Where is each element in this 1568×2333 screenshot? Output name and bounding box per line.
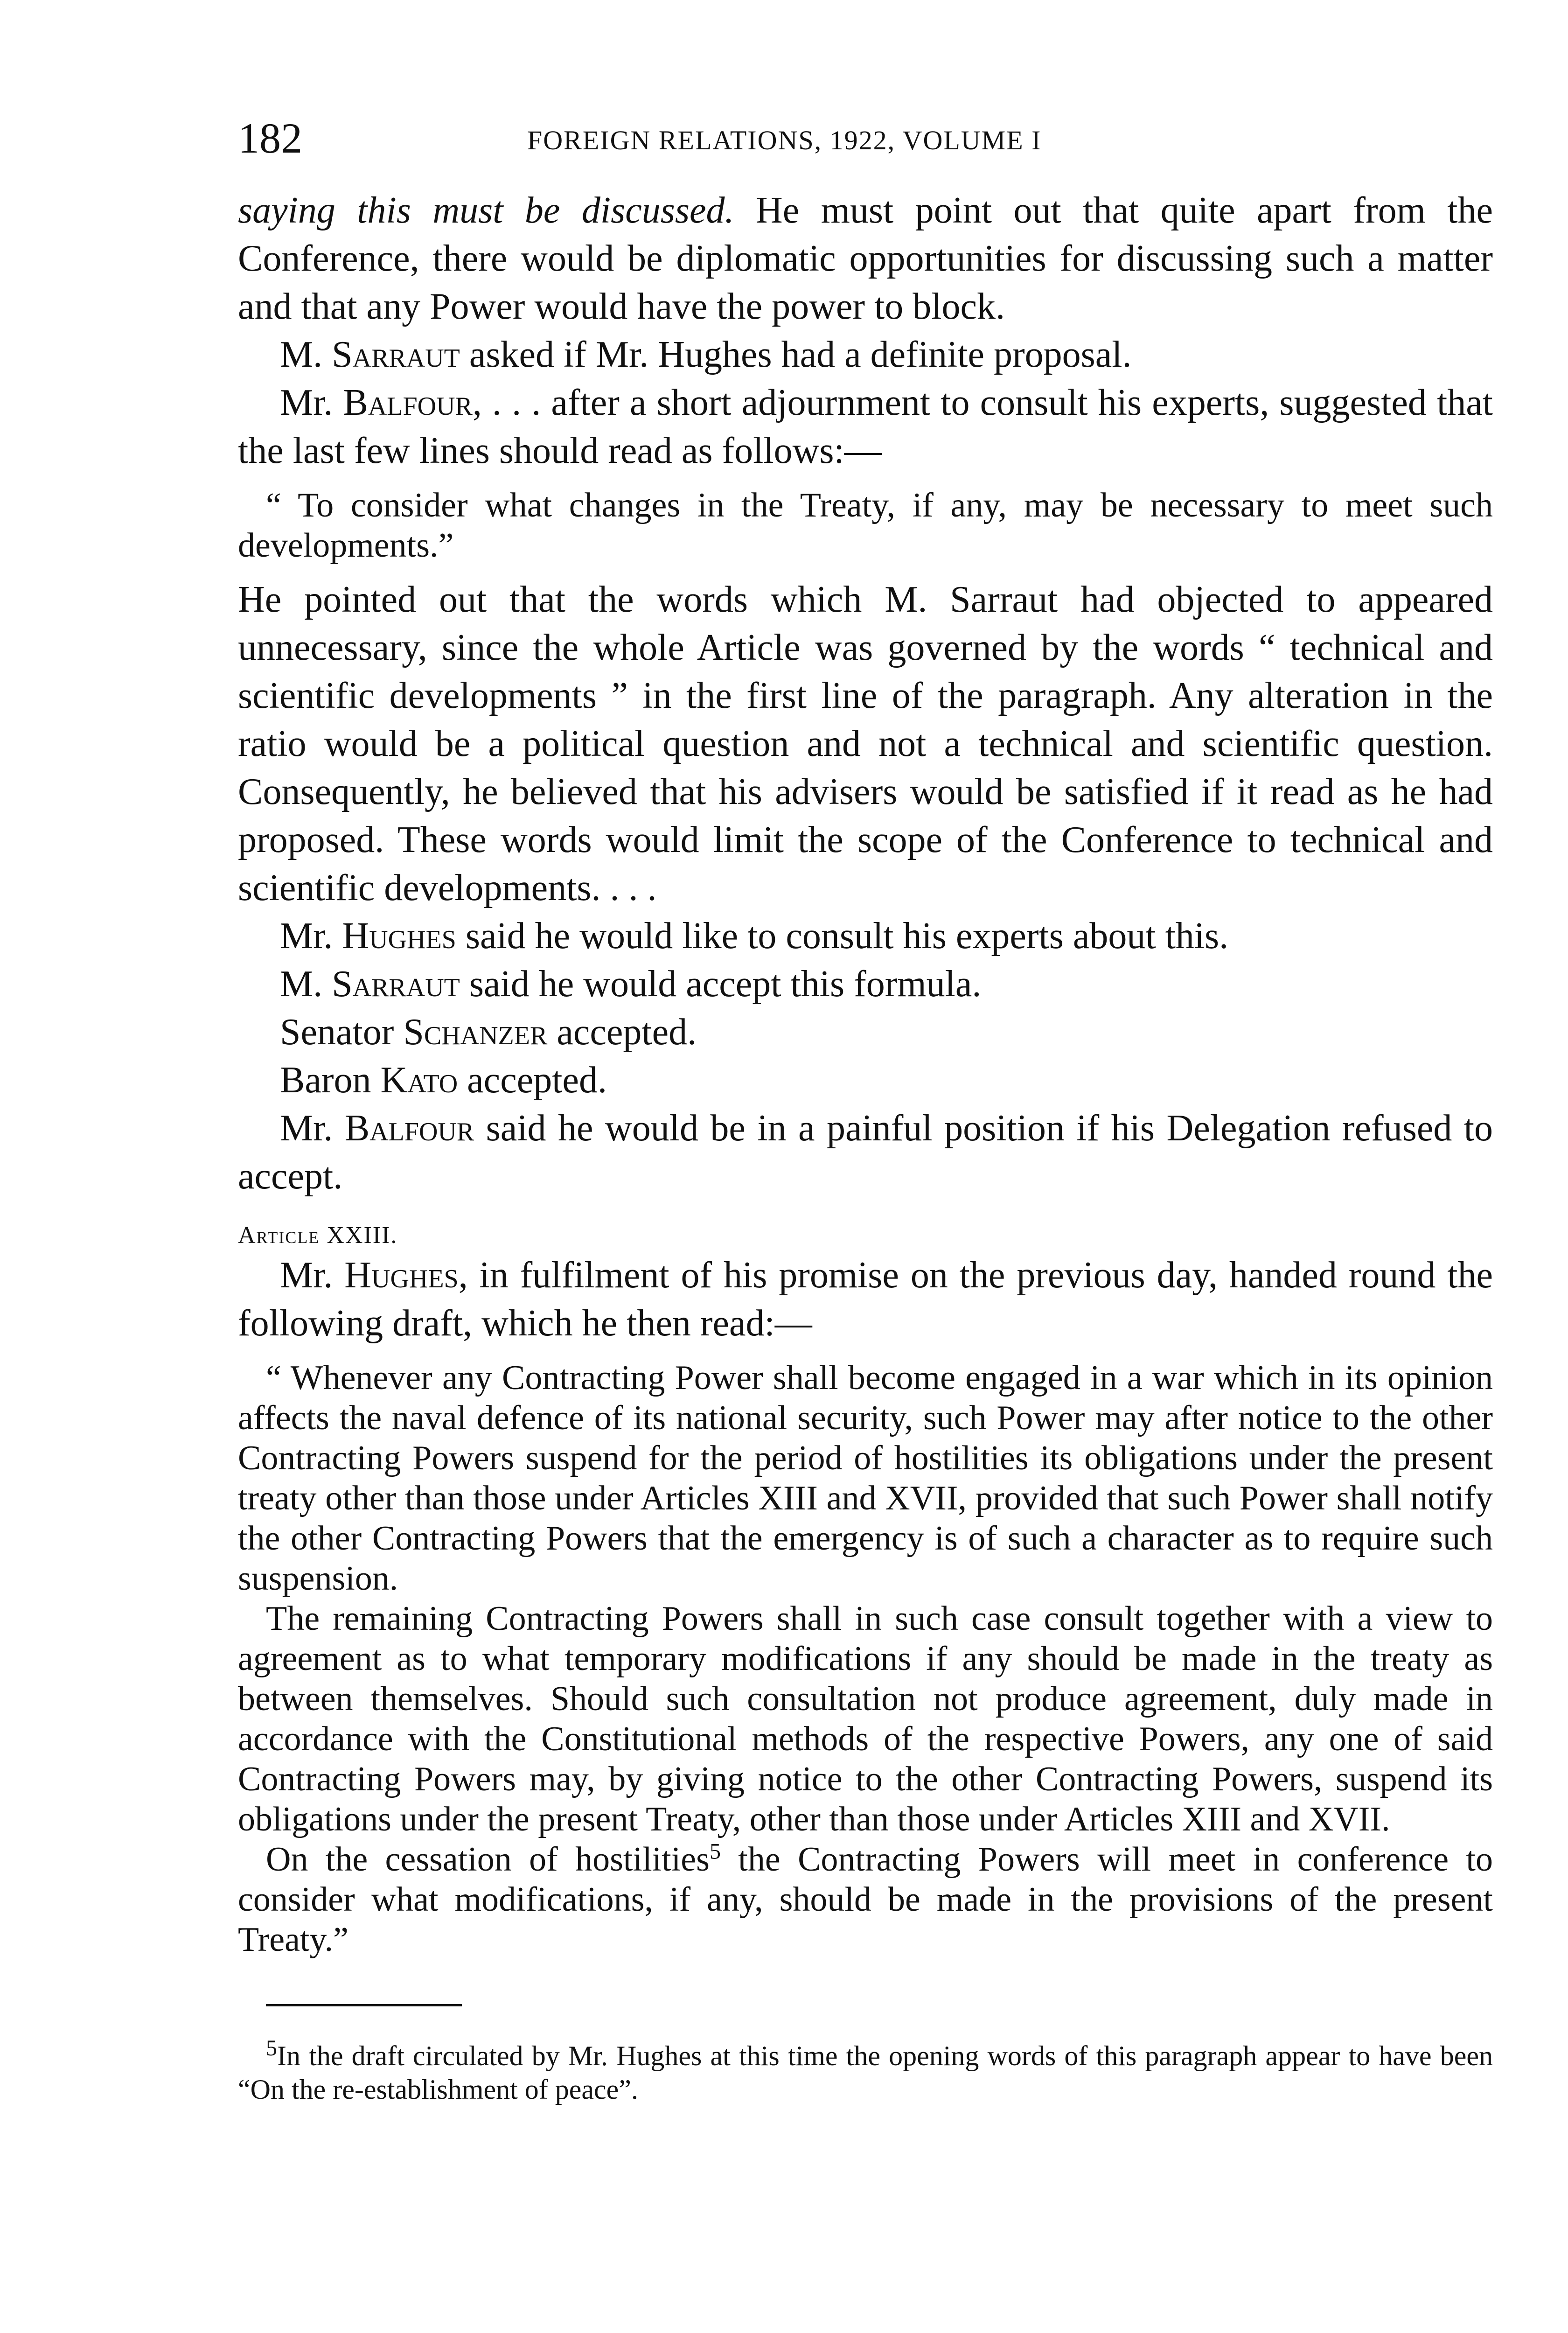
paragraph <box>238 187 1493 331</box>
speaker-name: Balfour <box>343 382 473 423</box>
speaker-name: Schanzer <box>403 1012 548 1053</box>
footnote <box>238 2036 1493 2106</box>
paragraph <box>238 1056 1493 1104</box>
speaker-honorific: Baron <box>280 1060 381 1101</box>
quote-text: “ To consider what changes in the Treaty, if any, may be necessary to meet such developments.” <box>238 486 1493 565</box>
body-text <box>238 576 1493 1201</box>
paragraph-text: , in fulfilment of his promise on the previous day, handed round the following draft, which he then read:— <box>238 1255 1493 1344</box>
running-head <box>238 114 1493 187</box>
footnote-divider <box>266 2004 462 2006</box>
paragraph <box>238 331 1493 379</box>
quote-text: The remaining Contracting Powers shall in such case consult together with a view to agreement as to what temporary modifications if any should be made in the treaty as between themselves. Should such consultation not produce agreement, duly made in accordance with the Constitutional methods of the respective Powers, any one of said Contracting Powers may, by giving notice to the other Contracting Powers, suspend its obligations under the present Treaty, other than those under Articles XIII and XVII. <box>238 1600 1493 1838</box>
italic-text: saying this must be discussed. <box>238 190 734 231</box>
footnote-text: In the draft circulated by Mr. Hughes at this time the opening words of this paragraph appear to have been “On the re-establishment of peace”. <box>238 2040 1493 2105</box>
speaker-honorific: M. <box>280 964 332 1005</box>
paragraph <box>238 1104 1493 1201</box>
speaker-honorific: M. <box>280 334 332 375</box>
speaker-honorific: Mr. <box>280 1255 345 1296</box>
paragraph <box>238 379 1493 475</box>
article-heading: Article XXIII. <box>238 1222 398 1249</box>
footnote-reference[interactable]: 5 <box>709 1839 721 1864</box>
paragraph <box>238 912 1493 960</box>
speaker-name: Kato <box>380 1060 458 1101</box>
draft-quote <box>238 1358 1493 1960</box>
document-page <box>238 114 1493 2106</box>
speaker-honorific: Senator <box>280 1012 404 1053</box>
speaker-name: Balfour <box>344 1108 474 1149</box>
paragraph-text: said he would accept this formula. <box>460 964 982 1005</box>
quote-text <box>238 1839 1493 1960</box>
speaker-honorific: Mr. <box>280 382 343 423</box>
quote-segment: the Contracting Powers will meet in conference to consider what modifications, if any, should be made in the provisions of the present Treaty.” <box>238 1840 1493 1959</box>
running-title: FOREIGN RELATIONS, 1922, VOLUME I <box>527 125 1042 155</box>
speaker-honorific: Mr. <box>280 1108 345 1149</box>
paragraph-text: , . . . after a short adjournment to consult his experts, suggested that the last few lines should read as follows:— <box>238 382 1493 471</box>
page-number: 182 <box>238 114 302 162</box>
paragraph-text: said he would like to consult his experts about this. <box>456 915 1229 957</box>
paragraph <box>238 1251 1493 1348</box>
paragraph-text: accepted. <box>458 1060 607 1101</box>
footnote-mark: 5 <box>266 2036 277 2061</box>
speaker-name: Sarraut <box>332 334 460 375</box>
block-quote <box>238 485 1493 566</box>
paragraph <box>238 960 1493 1008</box>
speaker-name: Hughes <box>344 1255 459 1296</box>
quote-text: “ Whenever any Contracting Power shall become engaged in a war which in its opinion affects the naval defence of its national security, such Power may after notice to the other Contracting Powers suspend for the period of hostilities its obligations under the present treaty other than those under Articles XIII and XVII, provided that such Power shall notify the other Contracting Powers that the emergency is of such a character as to require such suspension. <box>238 1359 1493 1598</box>
body-text <box>238 187 1493 475</box>
speaker-honorific: Mr. <box>280 915 342 957</box>
paragraph-text: said he would be in a painful position if his Delegation refused to accept. <box>238 1108 1493 1197</box>
paragraph-text: He must point out that quite apart from the Conference, there would be diplomatic opportunities for discussing such a matter and that any Power would have the power to block. <box>238 190 1493 327</box>
paragraph <box>238 1008 1493 1056</box>
paragraph-text: asked if Mr. Hughes had a definite proposal. <box>460 334 1132 375</box>
paragraph: He pointed out that the words which M. Sarraut had objected to appeared unnecessary, since the whole Article was governed by the words “ technical and scientific developments ” in the first line of the paragraph. Any alteration in the ratio would be a political question and not a technical and scientific question. Consequently, he believed that his advisers would be satisfied if it read as he had proposed. These words would limit the scope of the Conference to technical and scientific developments. . . . <box>238 579 1493 908</box>
speaker-name: Hughes <box>342 915 456 957</box>
body-text <box>238 1251 1493 1348</box>
speaker-name: Sarraut <box>332 964 460 1005</box>
quote-segment: On the cessation of hostilities <box>266 1840 710 1879</box>
paragraph-text: accepted. <box>547 1012 697 1053</box>
